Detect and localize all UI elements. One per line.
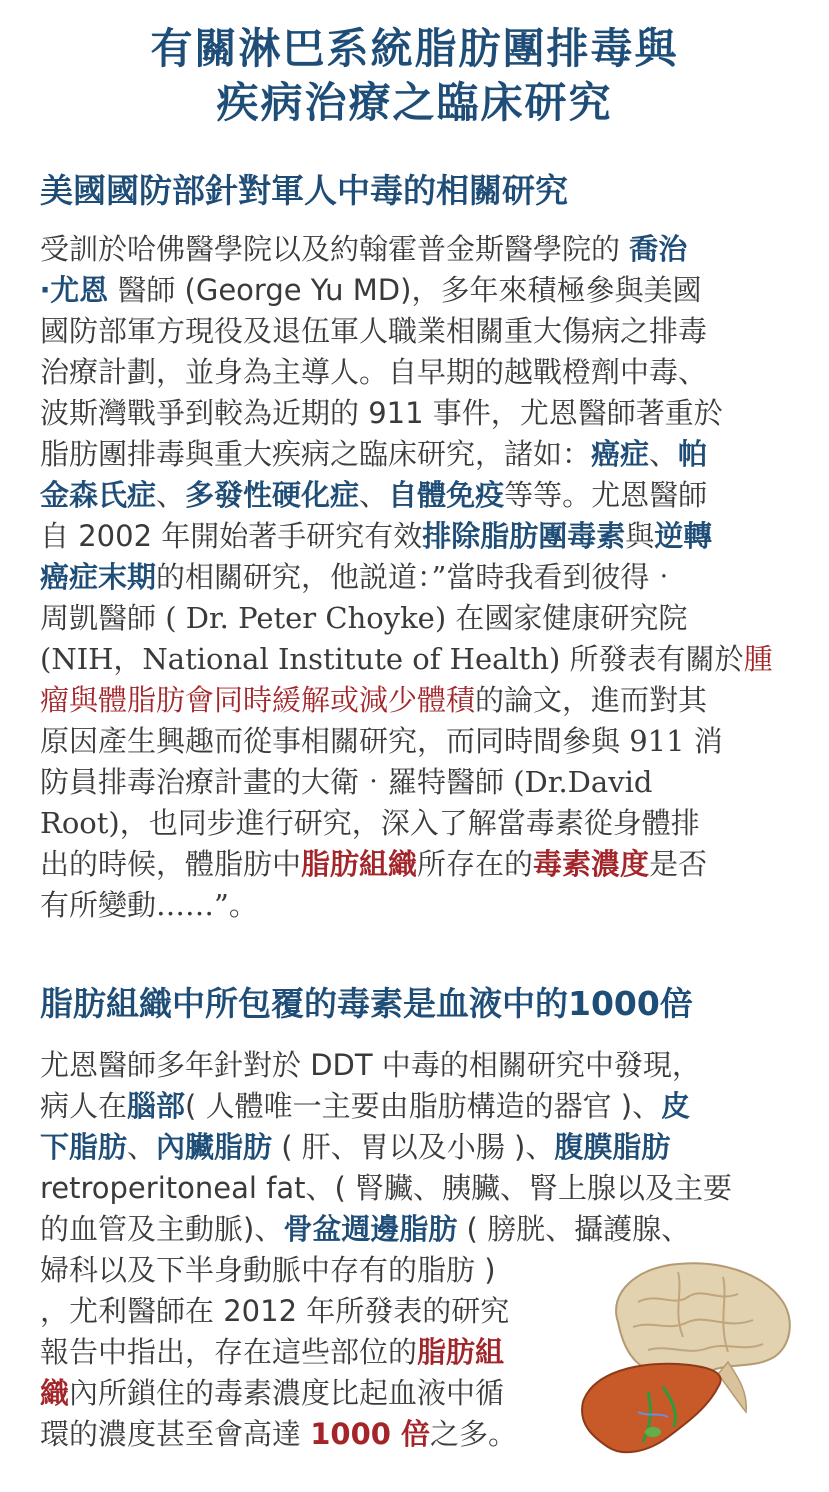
section1-line — [40, 762, 792, 803]
highlight-text: 1000 倍 — [310, 1417, 431, 1451]
title-line-1: 有關淋巴系統脂肪團排毒與 — [150, 24, 679, 73]
section1-line — [40, 803, 792, 844]
section1-line — [40, 557, 792, 598]
body-text: Root)，也同步進行研究，深入了解當毒素從身體排 — [40, 806, 700, 840]
body-text: 、 — [127, 1130, 157, 1164]
body-text: 所存在的 — [417, 847, 534, 881]
highlight-text: 金森氏症 — [40, 478, 157, 512]
highlight-text: 帕 — [678, 437, 708, 471]
body-text: 尤恩醫師多年針對於 DDT 中毒的相關研究中發現， — [40, 1048, 701, 1082]
body-text: ( 人體唯一主要由脂肪構造的器官 )、 — [185, 1089, 662, 1123]
body-text: 周凱醫師 ( Dr. Peter Choyke) 在國家健康研究院 — [40, 601, 688, 635]
section1-line — [40, 434, 792, 475]
body-text: 脂肪團排毒與重大疾病之臨床研究，諸如： — [40, 437, 592, 471]
body-text: 、 — [649, 437, 679, 471]
body-text: 、 — [359, 478, 389, 512]
section1-line — [40, 229, 792, 270]
body-text: 是否 — [649, 847, 708, 881]
liver-icon — [582, 1364, 721, 1452]
body-text: 婦科以及下半身動脈中存有的脂肪 ) — [40, 1253, 496, 1287]
section1-line — [40, 639, 792, 680]
title-line-2: 疾病治療之臨床研究 — [216, 78, 613, 127]
body-text: ( 膀胱、攝護腺、 — [457, 1212, 691, 1246]
body-text: 的相關研究，他説道：”當時我看到彼得‧ — [156, 560, 679, 594]
section1-line — [40, 352, 792, 393]
body-text: 出的時候，體脂肪中 — [40, 847, 302, 881]
body-text: (NIH，National Institute of Health) 所發表有關於 — [40, 642, 744, 676]
highlight-text: 癌症末期 — [40, 560, 157, 594]
section1-line — [40, 598, 792, 639]
highlight-text: 織 — [40, 1376, 70, 1410]
body-text: 自 2002 年開始著手研究有效 — [40, 519, 423, 553]
highlight-text: ‧尤恩 — [40, 273, 109, 307]
body-text: retroperitoneal fat、( 腎臟、胰臟、腎上腺以及主要 — [40, 1171, 733, 1205]
highlight-text: 骨盆週邊脂肪 — [283, 1212, 458, 1246]
body-text: ( 肝、胃以及小腸 )、 — [272, 1130, 555, 1164]
section2-line — [40, 1045, 792, 1086]
body-text: 醫師 (George Yu MD)，多年來積極參與美國 — [108, 273, 702, 307]
body-text: 受訓於哈佛醫學院以及約翰霍普金斯醫學院的 — [40, 232, 630, 266]
section2-line — [40, 1209, 792, 1250]
body-text: 環的濃度甚至會高達 — [40, 1417, 311, 1451]
section1-line — [40, 393, 792, 434]
highlight-text: 逆轉 — [654, 519, 713, 553]
highlight-text: 皮 — [661, 1089, 691, 1123]
section1-line — [40, 885, 792, 926]
body-text: 與 — [625, 519, 655, 553]
section1-line — [40, 844, 792, 885]
body-text: 治療計劃，並身為主導人。自早期的越戰橙劑中毒、 — [40, 355, 708, 389]
highlight-text: 自體免疫 — [388, 478, 505, 512]
section2-line — [40, 1168, 792, 1209]
section1-line — [40, 270, 792, 311]
body-text: 的血管及主動脈)、 — [40, 1212, 284, 1246]
highlight-text: 腫 — [743, 642, 773, 676]
page-title — [0, 22, 829, 130]
body-text: 國防部軍方現役及退伍軍人職業相關重大傷病之排毒 — [40, 314, 708, 348]
body-text: 內所鎖住的毒素濃度比起血液中循 — [69, 1376, 505, 1410]
highlight-text: 多發性硬化症 — [185, 478, 360, 512]
highlight-text: 腦部 — [127, 1089, 186, 1123]
body-text: 等等。尤恩醫師 — [504, 478, 708, 512]
highlight-text: 毒素濃度 — [533, 847, 650, 881]
section2-line — [40, 1127, 792, 1168]
section2-heading: 脂肪組織中所包覆的毒素是血液中的1000倍 — [40, 984, 693, 1023]
section1-heading: 美國國防部針對軍人中毒的相關研究 — [40, 171, 568, 210]
body-text: 之多。 — [430, 1417, 518, 1451]
section2-line — [40, 1086, 792, 1127]
highlight-text: 喬治 — [629, 232, 688, 266]
highlight-text: 排除脂肪團毒素 — [422, 519, 626, 553]
highlight-text: 脂肪組織 — [301, 847, 418, 881]
section1-body — [40, 229, 792, 926]
body-text: 報告中指出，存在這些部位的 — [40, 1335, 418, 1369]
highlight-text: 腹膜脂肪 — [554, 1130, 671, 1164]
highlight-text: 下脂肪 — [40, 1130, 128, 1164]
section1-line — [40, 721, 792, 762]
section1-line — [40, 311, 792, 352]
highlight-text: 瘤與體脂肪會同時緩解或減少體積 — [40, 683, 476, 717]
section1-line — [40, 516, 792, 557]
highlight-text: 癌症 — [591, 437, 650, 471]
body-text: ，尤利醫師在 2012 年所發表的研究 — [40, 1294, 510, 1328]
body-text: 防員排毒治療計畫的大衛‧羅特醫師 (Dr.David — [40, 765, 653, 799]
highlight-text: 脂肪組 — [417, 1335, 505, 1369]
body-text: 、 — [156, 478, 186, 512]
body-text: 病人在 — [40, 1089, 128, 1123]
body-text: 波斯灣戰爭到較為近期的 911 事件，尤恩醫師著重於 — [40, 396, 723, 430]
brain-and-liver-illustration — [578, 1252, 798, 1467]
highlight-text: 內臟脂肪 — [156, 1130, 273, 1164]
body-text: 原因產生興趣而從事相關研究，而同時間參與 911 消 — [40, 724, 723, 758]
section1-line — [40, 475, 792, 516]
body-text: 的論文，進而對其 — [475, 683, 708, 717]
section1-line — [40, 680, 792, 721]
body-text: 有所變動……”。 — [40, 888, 258, 922]
